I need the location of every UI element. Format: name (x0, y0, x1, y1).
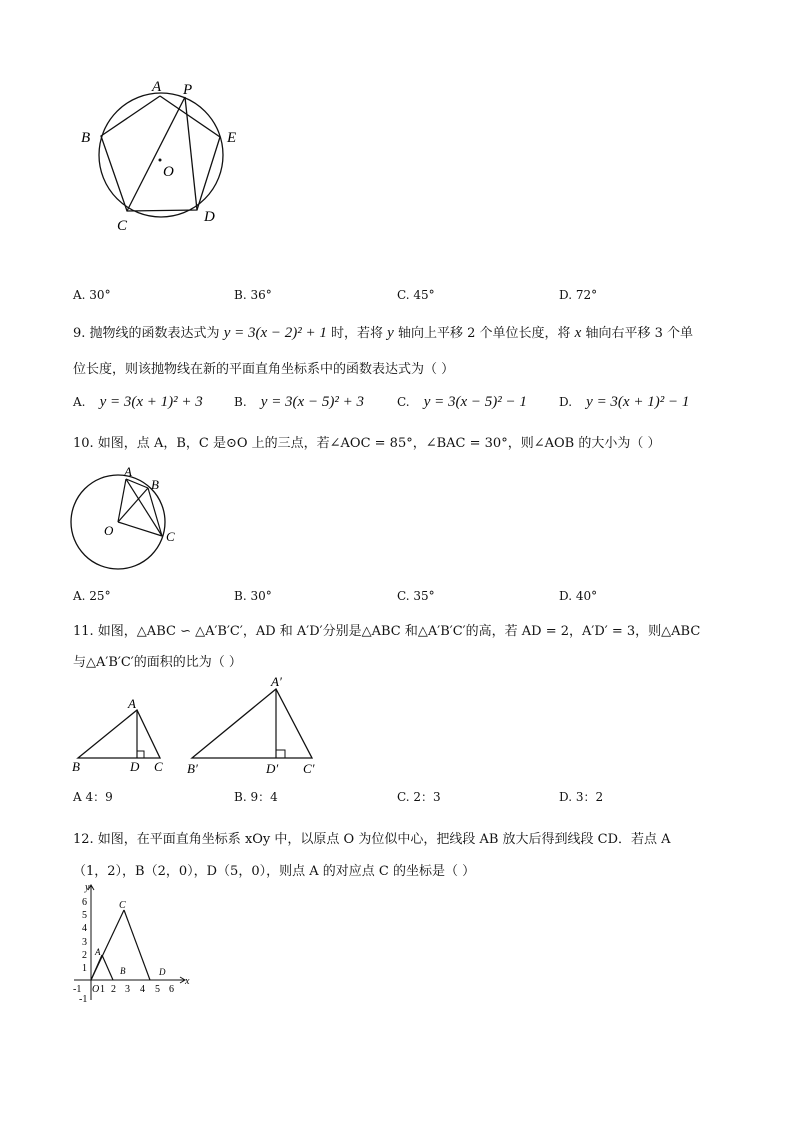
q9-stem-part4: 轴向右平移 3 个单 (585, 326, 694, 341)
q10-option-d[interactable]: D. 40° (559, 589, 598, 603)
q11-stem-line1: 11. 如图，△ABC ∽ △A′B′C′，AD 和 A′D′分别是△ABC 和△A′B′C′的高，若 AD = 2，A′D′ = 3，则△ABC (73, 624, 701, 639)
q9-option-d-letter: D. (559, 395, 573, 409)
q10-option-a[interactable]: A. 25° (73, 589, 111, 603)
y-tick: 2 (82, 950, 87, 961)
q12-stem-line1: 12. 如图，在平面直角坐标系 xOy 中，以原点 O 为位似中心，把线段 AB 放大后得到线段 CD．若点 A (73, 832, 671, 847)
x-tick: 2 (111, 984, 116, 995)
label-C: C (154, 759, 163, 774)
q9-option-b-formula: y = 3(x − 5)² + 3 (260, 394, 364, 410)
x-tick: 1 (100, 984, 105, 995)
label-A: A (124, 464, 132, 479)
q8-option-d[interactable]: D. 72° (559, 288, 598, 302)
q8-option-b[interactable]: B. 36° (234, 288, 272, 302)
y-tick: 3 (82, 937, 87, 948)
q12-stem-line2: （1，2），B（2，0），D（5，0），则点 A 的对应点 C 的坐标是（ ） (73, 864, 476, 879)
y-tick: 6 (82, 897, 87, 908)
label-D: D (130, 759, 140, 774)
q9-stem-part2: 时，若将 (331, 326, 384, 341)
q11-stem-line2: 与△A′B′C′的面积的比为（ ） (73, 655, 242, 670)
label-A: A (128, 696, 136, 711)
label-B: B (120, 966, 126, 976)
label-A: A (95, 947, 101, 957)
x-tick: 6 (169, 984, 174, 995)
origin-label: O (92, 984, 100, 995)
q9-stem-formula: y = 3(x − 2)² + 1 (223, 325, 327, 341)
label-B: B (151, 477, 159, 492)
label-C: C (119, 900, 126, 911)
label-C: C (117, 218, 128, 234)
x-tick: 4 (140, 984, 145, 995)
q11-option-b[interactable]: B. 9：4 (234, 790, 278, 804)
q9-stem-part1: 9. 抛物线的函数表达式为 (73, 326, 220, 341)
q9-option-b-letter: B. (234, 395, 247, 409)
label-C-prime: C′ (303, 761, 315, 776)
q9-option-c-letter: C. (397, 395, 410, 409)
axis-x-label: x (185, 976, 190, 987)
y-tick: 5 (82, 910, 87, 921)
label-O: O (163, 164, 174, 180)
label-B: B (81, 130, 91, 146)
label-D: D (159, 967, 166, 977)
x-tick: -1 (73, 984, 82, 995)
q9-stem-var-y: y (387, 325, 394, 341)
y-tick: 1 (82, 963, 87, 974)
q10-stem: 10. 如图，点 A，B，C 是⊙O 上的三点，若∠AOC = 85°，∠BAC = 30°，则∠AOB 的大小为（ ） (73, 436, 661, 451)
q8-option-c[interactable]: C. 45° (397, 288, 435, 302)
label-A-prime: A′ (271, 674, 282, 689)
q9-option-c-formula: y = 3(x − 5)² − 1 (423, 394, 527, 410)
x-tick: 3 (125, 984, 130, 995)
label-D-prime: D′ (266, 761, 279, 776)
q11-option-c[interactable]: C. 2：3 (397, 790, 441, 804)
q11-option-d[interactable]: D. 3：2 (559, 790, 604, 804)
y-tick: 4 (82, 923, 87, 934)
label-O: O (104, 523, 114, 538)
axis-y-label: y (85, 882, 90, 893)
q9-option-d-formula: y = 3(x + 1)² − 1 (586, 394, 690, 410)
q10-option-c[interactable]: C. 35° (397, 589, 435, 603)
q9-option-a-letter: A. (73, 395, 86, 409)
label-D: D (204, 209, 215, 225)
label-A: A (152, 79, 162, 95)
q9-stem-var-x: x (574, 325, 582, 341)
x-tick: 5 (155, 984, 160, 995)
q9-stem-part3: 轴向上平移 2 个单位长度，将 (397, 326, 571, 341)
label-C: C (166, 529, 175, 544)
q8-option-a[interactable]: A. 30° (73, 288, 111, 302)
label-B: B (72, 759, 80, 774)
label-B-prime: B′ (187, 761, 198, 776)
q9-stem-line2: 位长度，则该抛物线在新的平面直角坐标系中的函数表达式为（ ） (73, 362, 455, 377)
q11-option-a[interactable]: A 4：9 (73, 790, 113, 804)
label-E: E (227, 130, 237, 146)
q10-option-b[interactable]: B. 30° (234, 589, 272, 603)
q9-option-a-formula: y = 3(x + 1)² + 3 (99, 394, 203, 410)
y-tick: -1 (79, 994, 88, 1005)
label-P: P (183, 82, 193, 98)
